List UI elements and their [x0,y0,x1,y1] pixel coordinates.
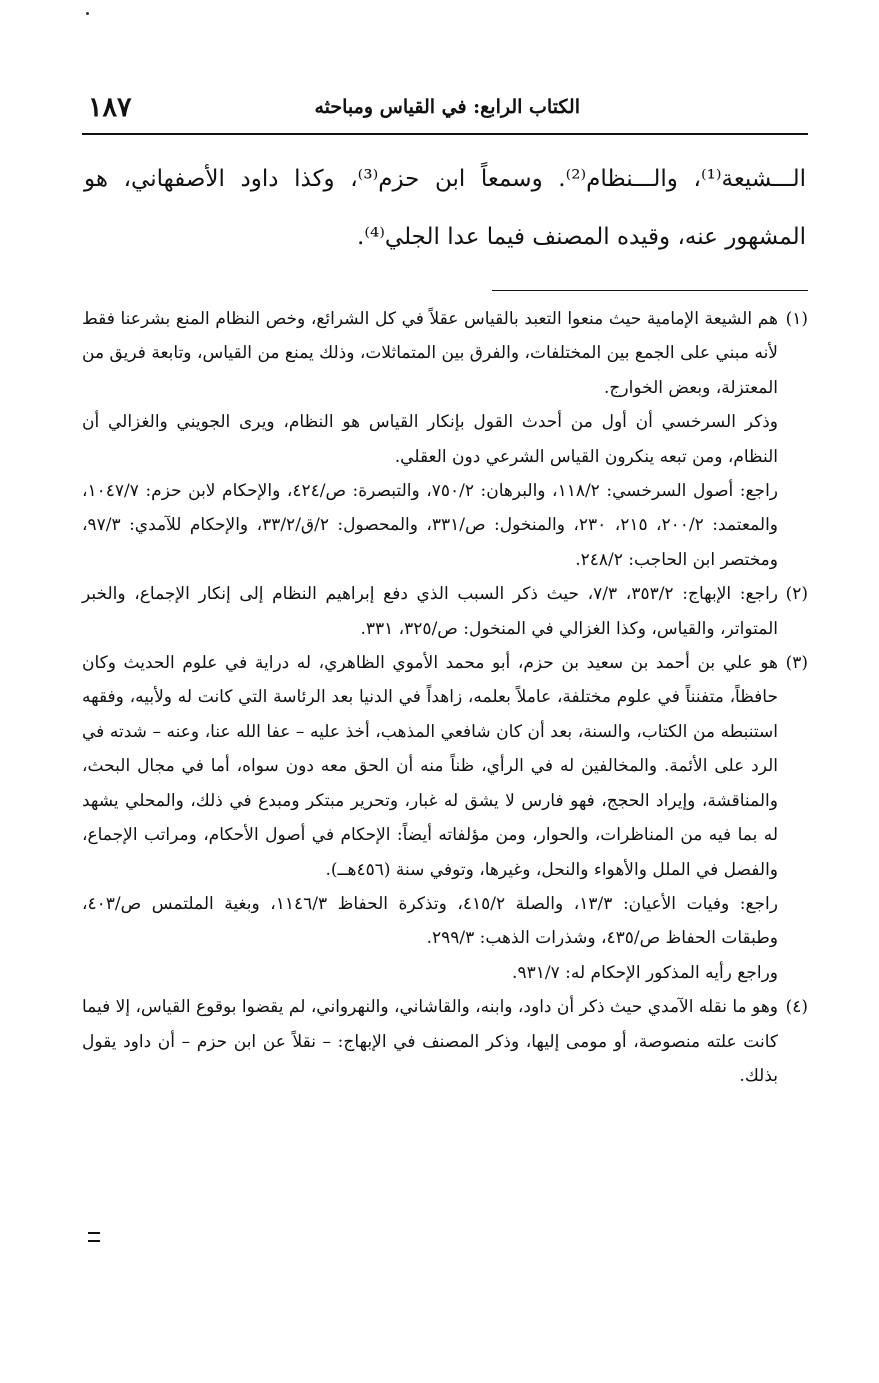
scan-speck [86,12,89,15]
footnotes [82,302,808,1093]
main-text [84,150,806,266]
chapter-title: الكتاب الرابع: في القياس ومباحثه [314,96,580,118]
footnote-paragraph: هو علي بن أحمد بن سعيد بن حزم، أبو محمد الأموي الظاهري، له دراية في علوم الحديث وكان حافظاً، متفنناً في علوم مختلفة، عاملاً بعلمه، زاهداً في الدنيا بعد الرئاسة التي كانت له ولأبيه، وفقهه استنبطه من الكتاب، والسنة، بعد أن كان شافعي المذهب، أخذ عليه – عفا الله عنا، وعنه – شدته في الرد على الأئمة. والمخالفين له في الرأي، ظناً منه أن الحق معه دون سواه، أما في مجال البحث، والمناقشة، وإيراد الحجج، فهو فارس لا يشق له غبار، وتحرير مبتكر ومبدع في ذلك، والمحلي يشهد له بما فيه من المناظرات، والحوار، ومن مؤلفاته أيضاً: الإحكام في أصول الأحكام، ومراتب الإجماع، والفصل في الملل والأهواء والنحل، وغيرها، وتوفي سنة (٤٥٦هــ). [82,653,778,880]
footnote-paragraph: راجع: الإبهاج: ٣٥٣/٢، ٧/٣، حيث ذكر السبب الذي دفع إبراهيم النظام إلى إنكار الإجماع، والخبر المتواتر، والقياس، وكذا الغزالي في المنخول: ص/٣٢٥، ٣٣١. [82,584,779,639]
footnote-paragraph: هم الشيعة الإمامية حيث منعوا التعبد بالقياس عقلاً في كل الشرائع، وخص النظام المنع بشرعنا فقط لأنه مبني على الجمع بين المختلفات، والفرق بين المتماثلات، وذلك يمنع من القياس، وتابعة فريق من المعتزلة، وبعض الخوارج. [82,309,778,398]
footnote-marker: (١) [785,309,808,329]
footnote-body [82,302,778,577]
footnote-paragraph: راجع: أصول السرخسي: ١١٨/٢، والبرهان: ٧٥٠/٢، والتبصرة: ص/٤٢٤، والإحكام لابن حزم: ١٠٤٧/٧، والمعتمد: ٢٠٠/٢، ٢١٥، ٢٣٠، والمنخول: ص/٣٣١، والمحصول: ٢/ق/٣٣/٢، والإحكام للآمدي: ٩٧/٣، ومختصر ابن الحاجب: ٢٤٨/٢. [82,481,779,570]
page-number: ١٨٧ [88,92,132,123]
header-rule [82,133,808,135]
footnote-separator [492,290,808,291]
running-header [82,92,808,130]
footnote-body [82,577,778,646]
footnote-paragraph: وراجع رأيه المذكور الإحكام له: ٩٣١/٧. [512,962,778,983]
footnote-marker: (٤) [785,997,808,1018]
footnote-marker: (٣) [785,653,808,674]
footnote-body [82,990,778,1093]
footnote-paragraph: وهو ما نقله الآمدي حيث ذكر أن داود، وابنه، والقاشاني، والنهرواني، لم يقضوا بوقوع القياس، إلا فيما كانت علته منصوصة، أو مومى إليها، وذكر المصنف في الإبهاج: – نقلاً عن ابن حزم – أن داود يقول بذلك. [82,997,778,1086]
footnote-marker: (٢) [785,584,808,605]
footnote-4 [82,990,808,1093]
main-paragraph: الـــشيعة⁽¹⁾، والـــنظام⁽²⁾. وسمعاً ابن حزم⁽³⁾، وكذا داود الأصفهاني، هو المشهور عنه، وقيده المصنف فيما عدا الجلي⁽⁴⁾. [84,166,806,250]
footnote-1 [82,302,808,577]
footnote-2 [82,577,808,646]
footnote-paragraph: راجع: وفيات الأعيان: ١٣/٣، والصلة ٤١٥/٢، وتذكرة الحفاظ ١١٤٦/٣، وبغية الملتمس ص/٤٠٣، وطبقات الحفاظ ص/٤٣٥، وشذرات الذهب: ٢٩٩/٣. [82,893,778,949]
footnote-3 [82,646,808,990]
continuation-mark [88,1232,100,1242]
footnote-paragraph: وذكر السرخسي أن أول من أحدث القول بإنكار القياس هو النظام، ويرى الجويني والغزالي أن النظام، ومن تبعه ينكرون القياس الشرعي دون العقلي. [82,412,778,467]
footnote-body [82,646,778,990]
